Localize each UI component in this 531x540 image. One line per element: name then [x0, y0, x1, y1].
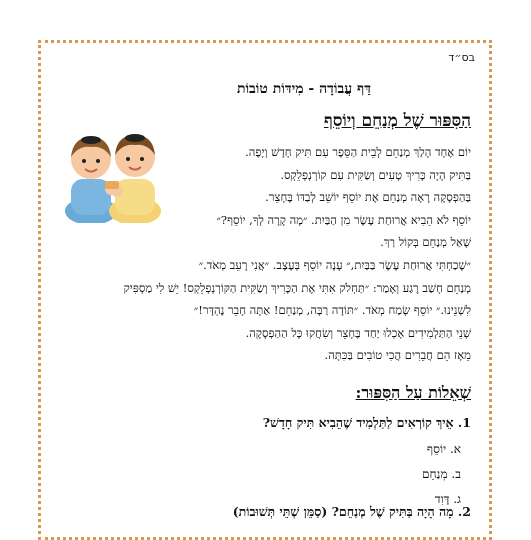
option-b[interactable]: ב. מְנַחֵם [421, 467, 461, 481]
question-2: 2. מָה הָיָה בַּתִּיק שֶׁל מְנַחֵם? (סַמֵּן שְׁתֵּי תְּשׁוּבוֹת) [232, 504, 471, 519]
story-title: הַסִּפּוּר שֶׁל מְנַחֵם וְיוֹסֵף [323, 111, 471, 131]
story-line: שְׁנֵי הַתַּלְמִידִים אָכְלוּ יַחַד בֶּחָצֵר וְשִׂחֲקוּ כָּל הַהַפְסָקָה. [245, 325, 471, 340]
story-line: יוֹם אֶחָד הָלַךְ מְנַחֵם לְבֵית הַסֵּפֶר עִם תִּיק חָדָשׁ וְיָפֶה. [245, 145, 471, 159]
story-line: ״שָׁכַחְתִּי אֲרוּחַת עֶשֶׂר בַּבַּיִת,״ עָנָה יוֹסֵף בְּעֶצֶב. ״אֲנִי רָעֵב מְאֹד.״ [198, 257, 471, 272]
story-line: בַּהַפְסָקָה רָאָה מְנַחֵם אֶת יוֹסֵף יוֹשֵׁב לְבַדּוֹ בֶּחָצֵר. [265, 190, 471, 205]
option-c[interactable]: ג. דָּוִד [434, 492, 461, 506]
worksheet-frame [38, 40, 492, 540]
page-title: דַּף עֲבוֹדָה - מִידּוֹת טוֹבוֹת [236, 81, 371, 97]
option-a[interactable]: א. יוֹסֵף [426, 442, 461, 456]
story-body [51, 141, 471, 367]
story-line: לִשְׁנֵינוּ.״ יוֹסֵף שָׂמַח מְאֹד. ״תּוֹדָה רַבָּה, מְנַחֵם! אַתָּה חָבֵר נֶהְדָּר!״ [193, 303, 471, 318]
story-line: שָׁאַל מְנַחֵם בְּקוֹל רַךְ. [380, 235, 471, 250]
story-line: מֵאָז הֵם חֲבֵרִים הֲכִי טוֹבִים בַּכִּתָּה. [324, 348, 471, 363]
story-line: יוֹסֵף לֹא הֵבִיא אֲרוּחַת עֶשֶׂר מִן הַבַּיִת. ״מָה קָרָה לְךָ, יוֹסֵף?״ [216, 212, 471, 227]
story-line: בַּתִּיק הָיָה כָּרִיךְ טָעִים וְשַׂקִּית עִם קוֹרְנְפְלֵקְס. [280, 167, 471, 182]
story-line: מְנַחֵם חָשַׁב רֶגַע וְאָמַר: ״תַּחְלֹק אִתִּי אֶת הַכָּרִיךְ וְשַׂקִּית הַקּוֹרְנְפְלֵקְס! יֵשׁ לִי מַסְפִּיק [123, 280, 471, 295]
question-1-options [422, 437, 461, 512]
corner-label: בס״ד [448, 51, 475, 64]
question-1: 1. אֵיךְ קוֹרְאִים לַתַּלְמִיד שֶׁהֵבִיא תִּיק חָדָשׁ? [262, 415, 471, 430]
questions-title: שְׁאֵלוֹת עַל הַסִּפּוּר: [355, 383, 471, 402]
